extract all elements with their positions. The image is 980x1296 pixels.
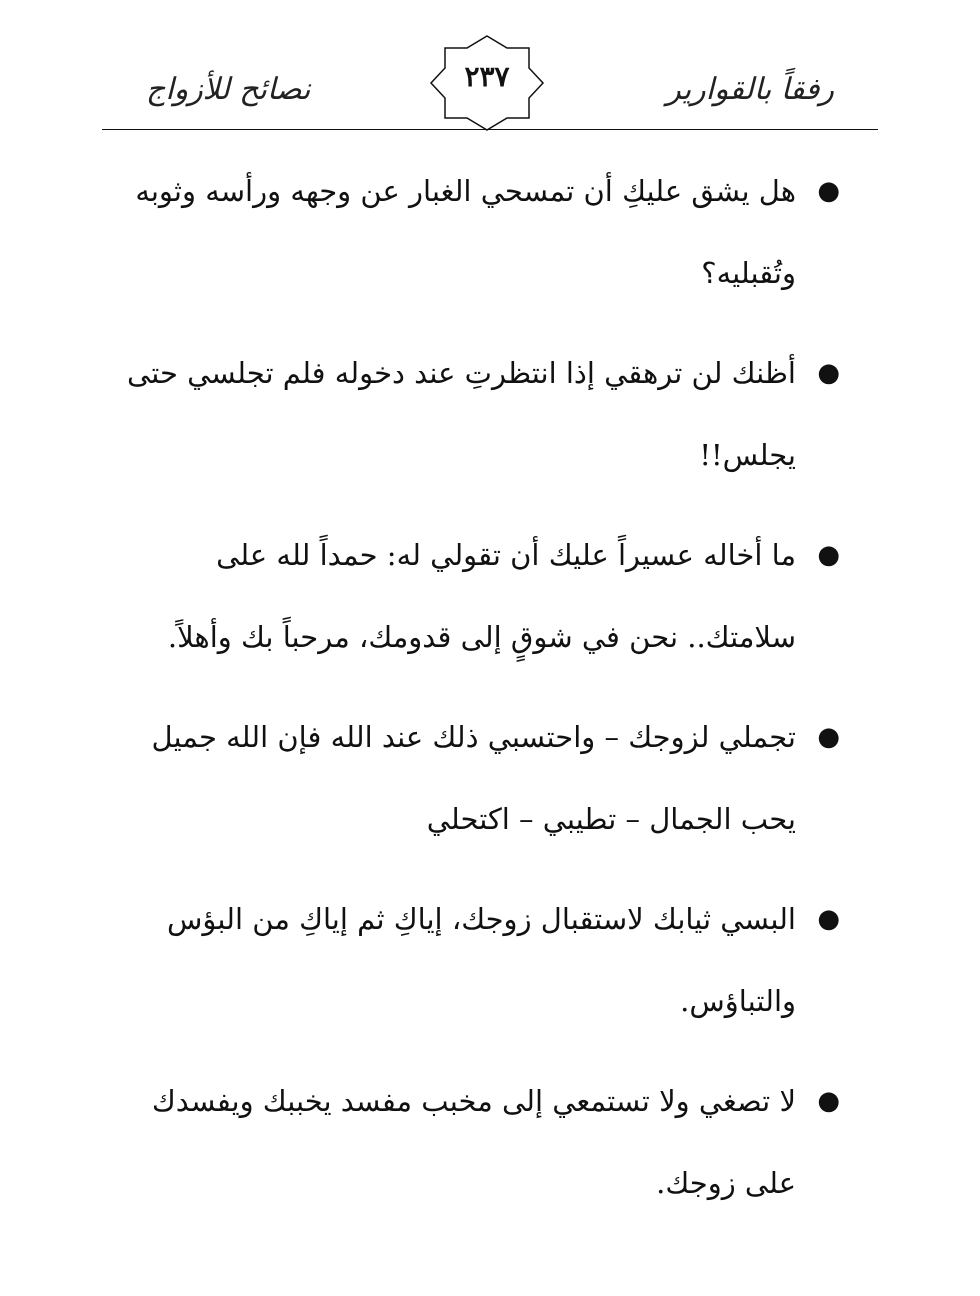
header-divider [102,129,878,130]
book-title: رفقاً بالقوارير [666,72,834,107]
list-item-text: تجملي لزوجك – واحتسبي ذلك عند الله فإن الله جميل يحب الجمال – تطيبي – اكتحلي [151,720,796,836]
list-item-text: لا تصغي ولا تستمعي إلى مخبب مفسد يخببك ويفسدك على زوجك. [151,1084,796,1200]
bullet-icon: ● [817,722,840,752]
list-item [120,514,840,678]
list-item [120,878,840,1042]
advice-list [120,150,840,1224]
bullet-icon: ● [817,1086,840,1116]
bullet-icon: ● [817,540,840,570]
bullet-icon: ● [817,176,840,206]
list-item-text: ما أخاله عسيراً عليك أن تقولي له: حمداً لله على سلامتك.. نحن في شوقٍ إلى قدومك، مرحباً بك وأهلاً. [167,538,796,654]
list-item [120,1060,840,1224]
bullet-icon: ● [817,358,840,388]
page-header [0,0,980,132]
list-item [120,332,840,496]
list-item-text: أظنك لن ترهقي إذا انتظرتِ عند دخوله فلم تجلسي حتى يجلس!! [127,356,796,472]
bullet-icon: ● [817,904,840,934]
list-item [120,696,840,860]
chapter-title: نصائح للأزواج [146,72,311,107]
list-item-text: هل يشق عليكِ أن تمسحي الغبار عن وجهه ورأسه وثوبه وتُقبليه؟ [135,174,796,290]
list-item [120,150,840,314]
page-content [120,150,840,1242]
list-item-text: البسي ثيابك لاستقبال زوجك، إياكِ ثم إياكِ من البؤس والتباؤس. [167,902,796,1018]
page-number: ٢٣٧ [464,60,510,93]
page-number-badge [429,34,545,132]
